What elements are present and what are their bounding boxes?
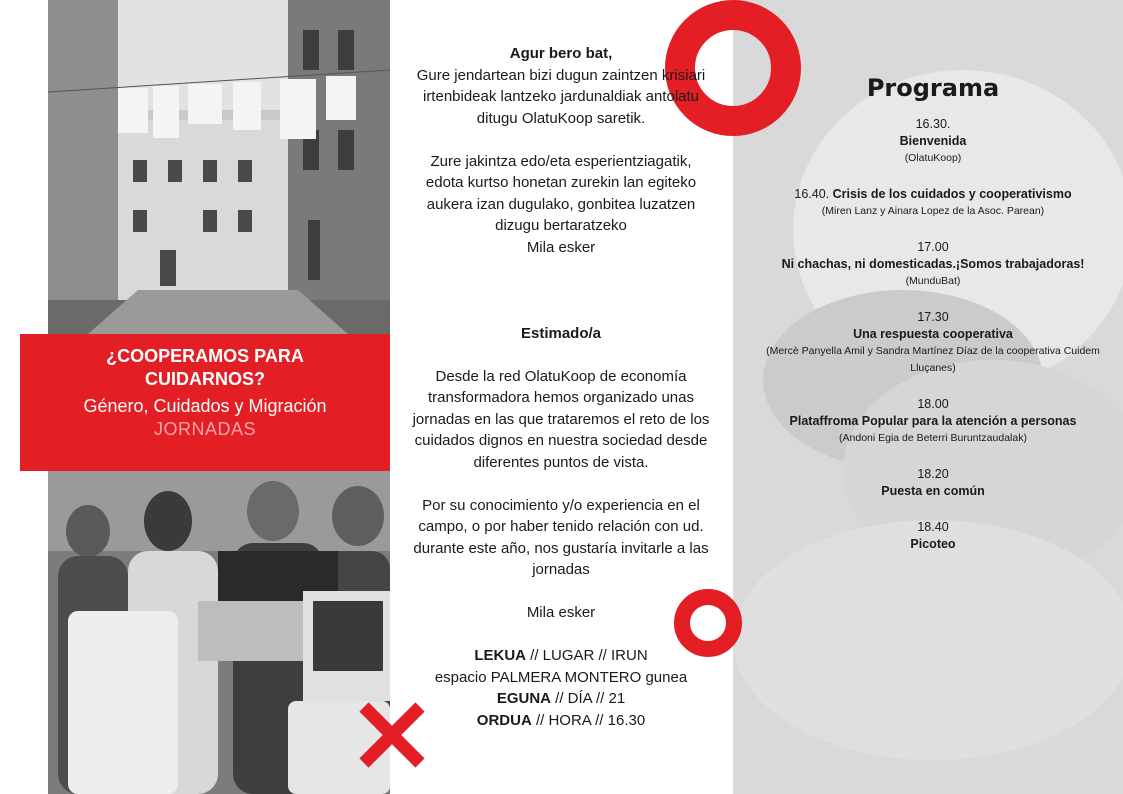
event-tag: JORNADAS (153, 419, 256, 439)
letter-line: Zure jakintza edo/eta esperientziagatik, (430, 152, 692, 170)
program-title: Crisis de los cuidados y cooperativismo (832, 187, 1072, 201)
program-note: (Mercè Panyella Amil y Sandra Martínez Díaz de la cooperativa Cuidem Lluçanes) (766, 345, 1100, 374)
letter-line: Por su conocimiento y/o experiencia en el (422, 496, 700, 514)
invitation-letter (400, 43, 722, 731)
letter-line: dizugu bertaratzeko (495, 217, 627, 234)
program-item (748, 239, 1118, 290)
protest-photo (48, 471, 390, 794)
letter-line: ditugu OlatuKoop saretik. (476, 109, 646, 127)
letter-line: Mila esker (526, 238, 596, 256)
letter-line: Desde la red OlatuKoop de economía (435, 367, 687, 385)
letter-line: jornadas en las que trataremos el reto de los (412, 410, 710, 428)
main-title-line2: CUIDARNOS? (145, 369, 265, 389)
place-rest: // LUGAR // IRUN (525, 647, 648, 664)
time-line (400, 710, 722, 732)
program-time: 16.40. (794, 187, 830, 201)
program-time: 18.20 (917, 467, 949, 481)
program-note: (Andoni Egia de Beterri Buruntzaudalak) (839, 432, 1027, 444)
letter-line: edota kurtso honetan zurekin lan egiteko (425, 174, 697, 191)
program-title: Ni chachas, ni domesticadas.¡Somos trabajadoras! (781, 257, 1085, 271)
program-title: Una respuesta cooperativa (853, 327, 1013, 341)
program-time: 17.30 (917, 310, 949, 324)
program-time: 17.00 (917, 240, 949, 254)
program (748, 74, 1118, 572)
day-rest: // DÍA // 21 (550, 690, 626, 707)
main-title (20, 345, 390, 391)
program-heading: Programa (866, 74, 1000, 102)
program-item (748, 309, 1118, 377)
day-label: EGUNA (496, 690, 551, 707)
place-label: LEKUA (474, 647, 526, 664)
greeting-basque: Agur bero bat, (509, 45, 613, 62)
letter-line: aukera izan dugulako, gonbitea luzatzen (426, 195, 696, 213)
program-item (748, 116, 1118, 167)
main-title-line1: ¿COOPERAMOS PARA (106, 346, 304, 366)
letter-line: campo, o por haber tenido relación con ud. (418, 518, 704, 535)
subtitle: Género, Cuidados y Migración (83, 396, 327, 416)
program-time: 16.30. (915, 117, 951, 131)
place-line (400, 645, 722, 667)
letter-line: irtenbideak lantzeko jardunaldiak antolatu (422, 88, 700, 105)
program-title: Puesta en común (881, 484, 985, 498)
program-note: (Miren Lanz y Ainara Lopez de la Asoc. Parean) (821, 205, 1045, 217)
time-label: ORDUA (476, 711, 532, 729)
program-note: (MunduBat) (905, 275, 961, 287)
program-title: Plataffroma Popular para la atención a personas (789, 414, 1077, 428)
program-title: Picoteo (910, 537, 956, 551)
letter-line: cuidados dignos en nuestra sociedad desde (414, 432, 708, 449)
program-note: (OlatuKoop) (904, 152, 962, 164)
program-item (748, 396, 1118, 447)
place-value: espacio PALMERA MONTERO gunea (434, 668, 688, 686)
greeting-spanish: Estimado/a (520, 324, 602, 342)
street-laundry-photo (48, 0, 390, 334)
time-rest: // HORA // 16.30 (531, 711, 646, 729)
program-item (748, 466, 1118, 500)
letter-line: durante este año, nos gustaría invitarle a las (413, 539, 709, 557)
program-item (748, 186, 1118, 220)
program-time: 18.40 (917, 520, 949, 534)
letter-line: transformadora hemos organizado unas (428, 389, 694, 406)
program-item (748, 519, 1118, 553)
letter-line: Gure jendartean bizi dugun zaintzen krisiari (416, 66, 706, 84)
program-title: Bienvenida (899, 134, 967, 148)
title-banner (20, 334, 390, 471)
program-time: 18.00 (917, 397, 949, 411)
letter-line: diferentes puntos de vista. (473, 453, 649, 471)
thanks: Mila esker (526, 604, 596, 621)
day-line (400, 688, 722, 710)
letter-line: jornadas (532, 561, 590, 578)
program-time-title (748, 186, 1118, 203)
